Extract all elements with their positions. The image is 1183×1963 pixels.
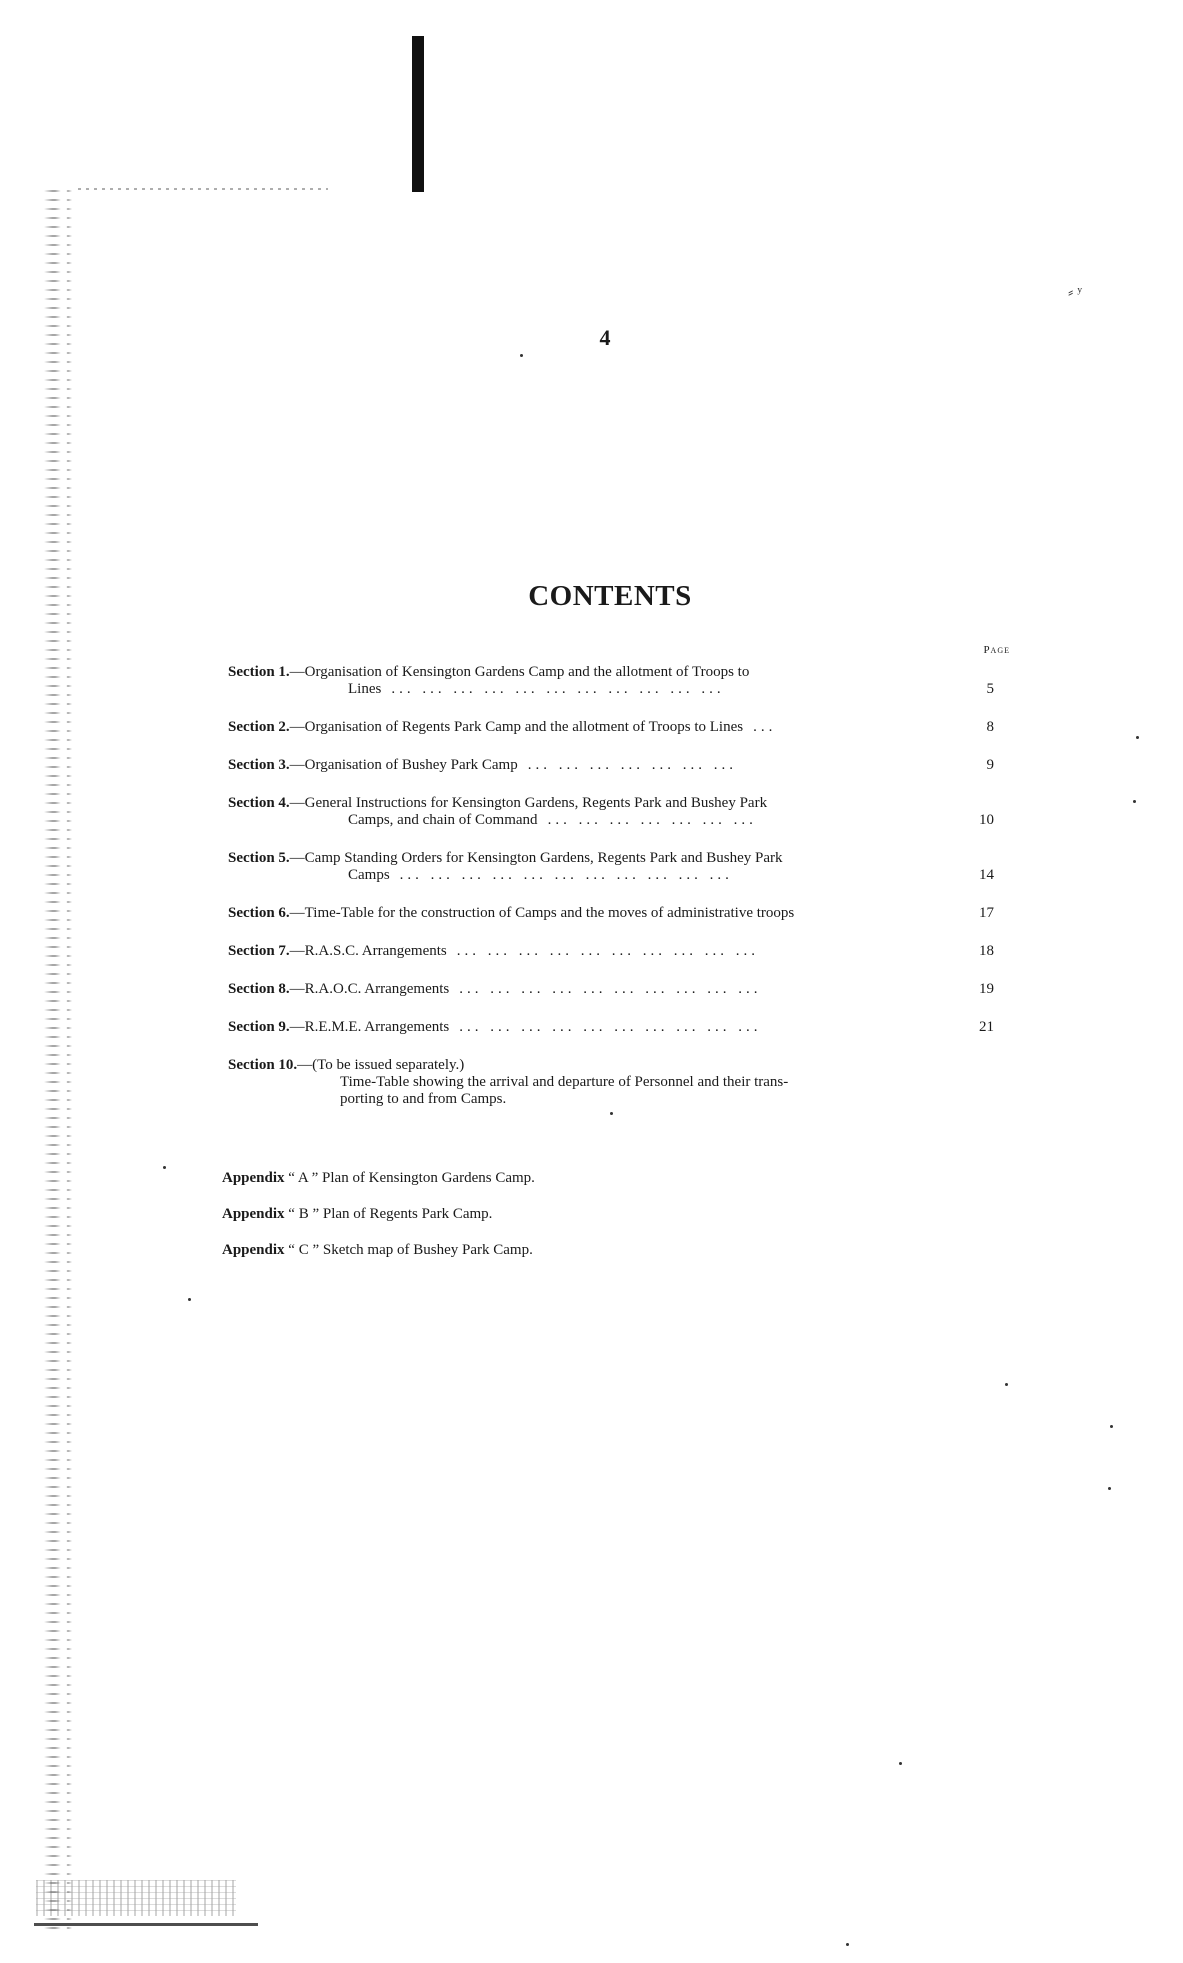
page-number: 4 (599, 325, 611, 350)
toc-entry-section-4 (228, 795, 1000, 829)
toc-entry-continuation-2: porting to and from Camps. (340, 1091, 507, 1107)
scan-artifact-bar (412, 36, 424, 192)
toc-entry-text: —Organisation of Kensington Gardens Camp and the allotment of Troops to (289, 664, 750, 680)
dot-leader: ... ... ... ... ... ... ... (527, 757, 737, 773)
toc-entry-section-3 (228, 757, 1000, 774)
appendix-item-b (222, 1206, 922, 1223)
toc-entry-page: 17 (979, 905, 994, 921)
scan-speck (846, 1943, 849, 1946)
toc-entry-text: —Time-Table for the construction of Camps and the moves of administrative troops (289, 905, 795, 921)
toc-entry-label: Section 8. (228, 981, 290, 997)
toc-entry-text: —Camp Standing Orders for Kensington Gardens, Regents Park and Bushey Park (289, 850, 783, 866)
toc-entry-page: 5 (986, 681, 994, 697)
dot-leader: ... ... ... ... ... ... ... ... ... ... (459, 1019, 762, 1035)
toc-entry-continuation: Time-Table showing the arrival and departure of Personnel and their trans- (340, 1074, 789, 1090)
table-of-contents (228, 664, 1000, 1129)
scan-artifact-bottom-specks (36, 1880, 236, 1916)
toc-entry-page: 8 (986, 719, 994, 735)
scan-speck (1005, 1383, 1008, 1386)
appendix-label: Appendix (222, 1242, 285, 1258)
toc-entry-text: —R.A.O.C. Arrangements (289, 981, 450, 997)
toc-entry-section-2 (228, 719, 1000, 736)
toc-entry-page: 10 (979, 812, 994, 828)
toc-entry-section-8 (228, 981, 1000, 998)
appendix-text: “ A ” Plan of Kensington Gardens Camp. (284, 1170, 535, 1186)
scan-speck (1108, 1487, 1111, 1490)
scan-speck (520, 354, 523, 357)
dot-leader: ... ... ... ... ... ... ... ... ... ... ... (399, 867, 733, 883)
scan-artifact-left-edge (44, 190, 72, 1930)
scan-artifact-mark: ⸗ ʸ (1068, 284, 1083, 301)
toc-entry-page: 14 (979, 867, 994, 883)
page-title: CONTENTS (528, 580, 692, 612)
toc-entry-label: Section 1. (228, 664, 290, 680)
appendix-label: Appendix (222, 1206, 285, 1222)
toc-entry-page: 18 (979, 943, 994, 959)
dot-leader: ... ... ... ... ... ... ... ... ... ... (459, 981, 762, 997)
toc-entry-page: 21 (979, 1019, 994, 1035)
toc-entry-continuation: Camps, and chain of Command (348, 812, 538, 828)
scan-speck (188, 1298, 191, 1301)
dot-leader: ... ... ... ... ... ... ... ... ... ... (456, 943, 759, 959)
toc-entry-section-6 (228, 905, 1000, 922)
appendix-item-c (222, 1242, 922, 1259)
toc-entry-label: Section 3. (228, 757, 290, 773)
scan-speck (899, 1762, 902, 1765)
toc-entry-page: 19 (979, 981, 994, 997)
scan-artifact-top-edge (78, 188, 328, 190)
toc-entry-text: —R.A.S.C. Arrangements (289, 943, 447, 959)
toc-entry-section-9 (228, 1019, 1000, 1036)
toc-entry-section-10 (228, 1057, 1000, 1108)
scan-speck (1133, 800, 1136, 803)
appendix-item-a (222, 1170, 922, 1187)
toc-entry-text: —Organisation of Bushey Park Camp (289, 757, 518, 773)
toc-entry-text: —R.E.M.E. Arrangements (289, 1019, 450, 1035)
toc-entry-label: Section 5. (228, 850, 290, 866)
scan-speck (163, 1166, 166, 1169)
scan-artifact-bottom-edge (34, 1923, 258, 1926)
toc-entry-section-5 (228, 850, 1000, 884)
appendix-label: Appendix (222, 1170, 285, 1186)
dot-leader: ... ... ... ... ... ... ... (547, 812, 757, 828)
appendix-list (222, 1170, 922, 1278)
toc-entry-label: Section 6. (228, 905, 290, 921)
appendix-text: “ C ” Sketch map of Bushey Park Camp. (284, 1242, 533, 1258)
toc-entry-text: —(To be issued separately.) (297, 1057, 465, 1073)
toc-entry-page: 9 (986, 757, 994, 773)
toc-entry-label: Section 7. (228, 943, 290, 959)
toc-entry-section-7 (228, 943, 1000, 960)
toc-entry-label: Section 4. (228, 795, 290, 811)
scan-speck (1110, 1425, 1113, 1428)
toc-entry-continuation: Lines (348, 681, 382, 697)
scan-speck (1136, 736, 1139, 739)
toc-entry-label: Section 9. (228, 1019, 290, 1035)
dot-leader: ... ... ... ... ... ... ... ... ... ... ... (391, 681, 725, 697)
toc-entry-text: —General Instructions for Kensington Gardens, Regents Park and Bushey Park (289, 795, 768, 811)
toc-entry-section-1 (228, 664, 1000, 698)
toc-entry-continuation: Camps (348, 867, 390, 883)
dot-leader: ... (753, 719, 777, 735)
toc-entry-text: —Organisation of Regents Park Camp and the allotment of Troops to Lines (289, 719, 744, 735)
toc-entry-label: Section 10. (228, 1057, 298, 1073)
toc-entry-label: Section 2. (228, 719, 290, 735)
page-column-header: Page (983, 644, 1010, 656)
appendix-text: “ B ” Plan of Regents Park Camp. (284, 1206, 493, 1222)
